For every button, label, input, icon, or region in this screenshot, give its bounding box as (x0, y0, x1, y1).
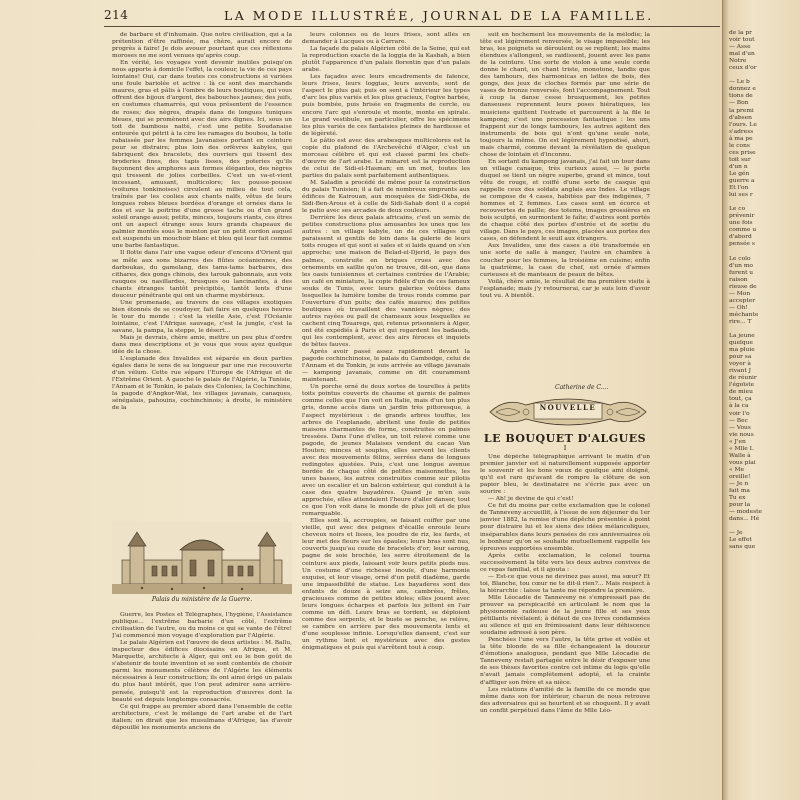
page-number: 214 (104, 8, 129, 22)
fold-line: dans... Hé (729, 516, 760, 523)
fold-line: Tu ex (729, 495, 746, 502)
paragraph: L'esplanade des Invalides est séparée en deux parties égales dans le sens de sa longueur par une rue recouverte d'un vélum. Cette rue sépare l'Europe de l'Afrique et de l'Extrême Orient. A gauche le palais de l'Algérie, la Tunisie, l'Annam et le Tonkin, le palais des Colonies, la Cochinchine, la pagode d'Angkor-Wat, les villages javanais, canaques, sénégalais, pahouins, cochinchinois; à droite, le ministère de la (112, 356, 292, 412)
paragraph: Les façades avec leurs encadrements de faïence, leurs frises, leurs loggias, leurs auvents, sont de l'aspect le plus gai; puis on sent à l'intérieur les types d'arc les plus variés et les plus gracieux, l'ogive barbée, puis bombée, puis brisée en fragments de cercle, ou encore l'arc qui s'enroule et monte, monte en spirale. Le grand vestibule, en particulier, offre les spécimens les plus variés de ces fantaisies pleines de hardiesse et de légèreté. (302, 74, 470, 137)
fold-line: voir l'o (729, 410, 750, 417)
fold-line: une fois (729, 220, 753, 227)
nouvelle-banner-ornament (486, 395, 650, 429)
fold-line: à la ca (729, 403, 749, 410)
fold-line: sans que (729, 544, 756, 551)
paragraph: Après cette exclamation, le colonel tourna successivement la tête vers les deux autres convives de ce repas familial, et il ajouta : (480, 552, 650, 573)
fold-line: — Asse (729, 44, 751, 51)
fold-line: prévenir (729, 213, 755, 220)
fold-line: — Bec (729, 417, 748, 424)
paragraph: Une dépêche télégraphique arrivant le matin d'un premier janvier est si naturellement supposée apporter le souvenir et les bons vœux de quelque ami éloigné, qu'il est rare qu'avant de rompre la clôture de son papier bleu, le destinataire ne s'écrie pas avec un sourire : (480, 454, 650, 496)
fold-line: la premi (729, 107, 754, 114)
paragraph: Le palais Algérien est l'œuvre de deux artistes : M. Ballu, inspecteur des édifices diocésains en Afrique, et M. Marquette, architecte à Alger, qui ont eu le bon goût de s'abstenir de toute invention et se sont contentés de choisir parmi les monuments célèbres de l'Algérie les éléments nécessaires à leur construction; ils ont ainsi érigé un palais du plus haut intérêt, que l'on peut admirer sans arrière-pensée, puisqu'il est la reproduction d'œuvres dont la beauté est depuis longtemps consacrée. (112, 640, 292, 703)
column-3-story (480, 454, 650, 798)
fold-line: pour la (729, 502, 751, 509)
journal-title: LA MODE ILLUSTRÉE, JOURNAL DE LA FAMILLE. (224, 8, 654, 23)
fold-line: comme u (729, 227, 757, 234)
fold-line: Le co (729, 206, 746, 213)
fold-line: voyer à (729, 361, 751, 368)
fold-line (729, 199, 799, 206)
paragraph: Le pâtio est avec des arabesques multicolores est la copie du plafond de l'Archevêché d'Alger, c'est un morceau célèbre et qui est classé parmi les chefs-d'œuvre de l'art arabe. Le minaret est la reproduction de celui de Sidi-el-Hasman; en un mot, toutes les parties du palais sont parfaitement authentiques. (302, 137, 470, 179)
page-header (104, 6, 720, 27)
fold-line (729, 72, 799, 79)
fold-line: ceux d'or (729, 65, 757, 72)
paragraph: Guerre, les Postes et Télégraphes, l'hygiène, l'Assistance publique... l'extrême barbarie d'un côté, l'extrême civilisation de l'autre, ou du moins ce qui se vante de l'être! J'ai commencé mon voyage d'exploration par l'Algérie. (112, 612, 292, 640)
fold-line: Walle à (729, 452, 751, 459)
story-title: LE BOUQUET D'ALGUES (483, 432, 647, 445)
fold-line: — Bon (729, 100, 749, 107)
paragraph: Mais je devrais, chère amie, mettre un peu plus d'ordre dans mes descriptions et je vous que vous ayez quelque idée de la chose. (112, 335, 292, 356)
paragraph: M. Saladin a procédé de même pour la construction du palais Tunisien; il a fait de nombreux emprunts aux édifices de Kairouan, aux mosquées de Sidi-Okba, de Sidi-Ben-Arous et à celle de Sidi-Sahab dont il a copié le patio avec ses arcades de deux couleurs. (302, 179, 470, 215)
fold-line: — Vous (729, 424, 751, 431)
fold-line: — Oh! (729, 304, 748, 311)
fold-line: tions de (729, 93, 753, 100)
fold-line: « Mlle L (729, 445, 754, 452)
fold-line: donnez e (729, 86, 756, 93)
fold-line: oreille! (729, 473, 751, 480)
fold-line: La jeune (729, 333, 755, 340)
illustration-caption: Palais du ministère de la Guerre. (151, 596, 253, 603)
paragraph: Mlle Léocadie de Tanneveny ne s'empressait pas de prouver sa perspicacité en articulant le nom que la physionomie radieuse de la jeune fille et ses yeux pétillants révélaient; à défaut de ces livres condamnées au silence et qui en frémissaient dans leur déhiscence soudaine adressé à son père. (480, 594, 650, 637)
column-2 (302, 32, 470, 798)
fold-line: accepter (729, 297, 756, 304)
fold-line: d'un mo (729, 262, 753, 269)
paragraph: Une promenade, au travers de ces villages exotiques bien étonnés de se coudoyer, fait faire en quelques heures le tour du monde : c'est la vieille Asie, c'est l'Océanie lointaine, c'est l'Afrique sauvage, c'est la jungle, c'est la savane, la pampa, la steppe, le désert... (112, 299, 292, 334)
paragraph: de barbare et d'inhumain. Que notre civilisation, qui a la prétention d'être raffinée, ma chère, aurait encore de progrès à faire! Je dois avouer pourtant que ces réflexions moroses ne me sont venues qu'après coup. (112, 32, 292, 60)
paragraph: suit en hochement les mouvements de la mélodie; la tête est légèrement renversée, le visage impassible; les bras, les poignets se déroulent ou se replient; les mains étendues s'allongent, se raidissent, jouent avec les pans de la ceinture. Une sorte de violon à une seule corde donne le chant, un chant triste, monotone, tandis que des tambours, des harmonicas en lattes de bois, des gongs, des jeux de cloches formés par une série de vases de bronze renversés, font l'accompagnement. Tout à coup la danse cesse brusquement, les petites danseuses reprennent leurs poses hiératiques, les musiciens quittent l'estrade et parcourent à la file le kampong; c'est une procession fantastique : les uns frappent sur de longs tambours, les autres agitent des instruments de bois qui n'ont qu'une seule note, toujours la même. On est légèrement hypnotisé, ahuri, mais charmé, comme devant la révélation de quelque chose de lointain et d'inconnu. (480, 32, 650, 158)
fold-line: voir tout (729, 37, 755, 44)
fold-line: méchante (729, 311, 759, 318)
fold-line: d'absen (729, 114, 752, 121)
fold-line: rivant J (729, 368, 751, 375)
fold-line (729, 248, 799, 255)
fold-line: raison (729, 276, 748, 283)
fold-line: fait ma (729, 488, 750, 495)
next-page-text-fragments (729, 30, 799, 551)
fold-line: Le effet (729, 537, 752, 544)
fold-line: d'abord (729, 234, 752, 241)
fold-line: guerre a (729, 177, 755, 184)
fold-line: ces prise (729, 149, 756, 156)
paragraph: Ce fut du moins par cette exclamation que le colonel de Tanneveny accueillit, à l'issue de son déjeuner du 1er janvier 1882, la remise d'une dépêche présentée à point pour distraire lui et les siens des idées mélancoliques, inséparables dans leurs pensées de ces anniversaires où le bonheur qu'on se souhaite mutuellement rappelle les épreuves supportées ensemble. (480, 503, 650, 552)
fold-line: Notre (729, 58, 747, 65)
palace-illustration (112, 522, 292, 594)
fold-line: Le gén (729, 170, 750, 177)
paragraph: Aux Invalides, une des cases a été transformée en une sorte de salle à manger, l'autre en chambre à coucher pour les femmes, la troisième en cuisine; enfin la quatrième, la case du chef, est ornée d'armes curieuses et de manteaux de peaux de bêtes. (480, 243, 650, 278)
paragraph: Un porche orné de deux sortes de tourelles à petits toits pointus couverts de chaume et garnis de palmes comme celles que l'on voit en Italie, mais d'un ton plus gris, donne accès dans un jardin très pittoresque, à l'aspect mystérieux : de grands arbres touffus, les arbres de l'esplanade, abritent une foule de petites maisons charmantes de forme, construites en palmes tressées. Dans l'une d'elles, un toit relevé comme une pagode, de jeunes Malaises vendent du cacao Van Houten; minces et souples, elles servent les clients avec des mouvements félins, serrées dans de longues redingotes ajustées. Puis, c'est une longue avenue bordée de chaque côté de petites maisonnettes, les unes basses, les autres construites comme sur pilotis avec un escalier et un balcon extérieur, qui conduit à la case des quatre bayadères. Quand je m'en suis approchée, elles attendaient l'heure d'aller danser, tout ce que l'on voit dans le monde de plus joli et de plus remarquable. (302, 384, 470, 518)
paragraph: La façade du palais Algérien côté de la Seine, qui est la reproduction exacte de la loggia de la Kasbah, a bien plutôt l'apparence d'un palais florentin que d'un palais arabe. (302, 46, 470, 74)
fold-line: pensée s (729, 241, 755, 248)
fold-line: tout, ça (729, 396, 752, 403)
paragraph: leurs colonnes ou de leurs frises, sont allés en demander à Lucques ou à Carrare. (302, 32, 470, 46)
nouvelle-label: NOUVELLE (539, 403, 597, 412)
fold-line: quelque (729, 340, 753, 347)
fold-line (729, 523, 799, 530)
paragraph: — Ah! je devine de qui c'est! (488, 496, 574, 503)
fold-line: d'un n (729, 163, 748, 170)
paragraph: Ce qui frappe au premier abord dans l'ensemble de cette architecture, c'est le mélange de l'art arabe et de l'art italien; on dirait que les musulmans d'Afrique, las d'avoir dépouillé les monuments anciens de (112, 703, 292, 731)
fold-line: — Je (729, 530, 743, 537)
fold-line: lui ses r (729, 192, 753, 199)
column-3-top (480, 32, 650, 387)
paragraph: Les relations d'amitié de la famille de ce monde que même dans son for intérieur, chacun de nous retrouve des adversaires qui se heurtent et se choquent. Il y avait un conflit perpétuel dans l'âme de Mlle Léo- (480, 686, 650, 714)
fold-line: à ma pe (729, 135, 753, 142)
fold-line: Le colo (729, 255, 751, 262)
fold-line: mal d'un (729, 51, 755, 58)
paragraph: En sortant du kampong javanais, j'ai fait un tour dans un village canaque, très curieux aussi, — le porte duquel se tient un nègre superbe, grand et mince, tout vêtu de rouge, et coiffé d'une sorte de casque qui rappelle ceux des soldats anglais aux Indes. Le village se compose de 4 cases, habitées par des indigènes, 7 hommes et 2 femmes. Les cases sont en écorce et recouvertes de paille; des totems, images grossières en bois sculpté, en surmontent le faîte; d'autres sont portés de chaque côté des portes d'entrée et de sortie du village. Dans le pays, ces images, placées aux portes des cases, en défendent le seuil aux étrangers. (480, 158, 650, 243)
fold-line: le cons (729, 142, 750, 149)
fold-line: ma pluie (729, 347, 755, 354)
fold-line: — Mon (729, 290, 751, 297)
paragraph: Derrière les deux palais africains, c'est un semis de petites constructions plus amusantes les unes que les autres : un village kabyle, un de ces villages qui paraissent si gentils de loin dans la galerie de leurs toits rouges et qui sont si sales et si laids quand on s'en approche; une maison de Belad-el-Djerid, le pays des palmes, construite en briques crues avec des ornements en saillie qu'on ne trouve, dit-on, que dans les oasis tunisiennes et certaines contrées de l'Arabie; un café en miniature, la copie fidèle d'un de ces fameux souks de Tunis, avec leurs galeries voûtées dans lesquelles la lumière tombe de trous ronds comme par l'ouverture d'un puits; des cafés maures; des petites boutiques où travaillent des vanniers nègres; des autres rayées ou pail de chameaux sous lesquelles se cachent cinq Touaregs, qui, retenus prisonniers à Alger, ont été expédiés à Paris et qui regardent les badauds, qui les contemplent, avec des airs féroces et inquiets de bêtes fauves. (302, 215, 470, 349)
fold-line: Et l'on (729, 185, 749, 192)
author-signature: Catherine de C.... (555, 384, 609, 391)
fold-line: — Le b (729, 79, 750, 86)
fold-line: l'ours. Le (729, 121, 757, 128)
fold-line: de réunir (729, 375, 757, 382)
paragraph: Elles sont là, accroupies, se faisant coiffer par une vieille, qui avec des peignes d'écaille enroule leurs cheveux noirs et lisses, les poudre de riz, les fards, et leur met des fleurs sur les épaules; leurs bras sont nus, couverts jusqu'au coude de bracelets d'or; leur sarong, pagne de soie brochée, les serre étroitement de la ceinture aux pieds, laissant voir leurs petits pieds nus. Un costume d'une richesse inouïe, d'une harmonie exquise, et leur visage, orné d'un petit diadème, garde une impassibilité de statue. Les bayadères sont des enfants de douze à seize ans, cambrées, frêles, gracieuses comme de petites idoles; elles jouent avec leurs longues écharpes et parfois les jettent en l'air comme un défi. Leurs bras se tordent, se déploient comme des serpents, et le buste se penche, se relève, se cambre en arrière par des mouvements lents et d'une souplesse infinie. Lorsqu'elles dansent, c'est sur un rythme lent et mystérieux avec des gestes énigmatiques et puis qui s'arrêtent tout à coup. (302, 518, 470, 652)
paragraph: Il flotte dans l'air une vague odeur d'encens d'Orient qui se mêle aux sons bizarres des flûtes océaniennes, des darboukas, du gamelang, des tams-tams barbares, des cithares, des gongs chinois, des tarouk gabonnais, aux voix rauques ou nasillardes, brusques ou lancinantes, à des chants étranges tantôt précipités, tantôt lents d'une douceur pénétrante qui ont un charme mystérieux. (112, 250, 292, 299)
fold-line: — modeste (729, 509, 763, 516)
fold-line: — Je n (729, 481, 749, 487)
fold-line: toit sur (729, 156, 751, 163)
fold-line: vie nous (729, 431, 754, 438)
fold-line: s'adress (729, 128, 754, 135)
fold-line: furent u (729, 269, 754, 276)
next-page-fold (722, 0, 800, 800)
paragraph: Penchées l'une vers l'autre, la tête grise et voilée et la tête blonde de sa fille échangeaient la douceur d'émotions analogues, pendant que Mlle Léocadie de Tanneveny restait partagée entre le désir d'exposer une de ses thèses favorites contre cet intime du logis qu'elle n'avait jamais complètement adopté, et la crainte d'affliger son frère et sa nièce. (480, 637, 650, 686)
fold-line: de la pr (729, 30, 752, 36)
column-1-continued (112, 612, 292, 798)
fold-line (729, 326, 799, 333)
fold-line: « Me (729, 466, 744, 473)
fold-line: rire... T (729, 318, 752, 325)
paragraph: Voilà, chère amie, le résultat de ma première visite à l'esplanade; mais j'y retournerai, car je suis loin d'avoir tout vu. A bientôt. (480, 278, 650, 299)
fold-line: pour sa (729, 354, 752, 361)
fold-line: rieuse de (729, 283, 757, 290)
fold-line: vous plai (729, 459, 756, 466)
chapter-number: I (563, 444, 567, 452)
paragraph: En vérité, les voyages vont devenir inutiles puisqu'on nous apporte à domicile l'effet, la couleur, la vie de ces pays lointains! Oui, car dans toutes ces constructions si variées une foule bariolée et active : là ce sont des marchands maures, gras et pâlis à l'ombre de leurs boutiques, qui vous offrent des bijoux d'argent, des babouches jaunes; des juifs, en costumes chamarrés, qui vous présentent de l'essence de roses; des nègres, drapés dans de longues tuniques bleues, qui se promènent avec des airs dignes. Ici, sous un toit de bambous natté, c'est une petite Soudanaise entourée qui pétrit à la cire les ramages du boubou, la toile rabaissée par les femmes Javanaises portant en ceinture pour se distraire; plus loin des orfèvres kabyles, qui fabriquent des bracelets, des ouvriers qui tissent des broderies fines, des tapis lisses, des poteries qu'ils façonnent des amphores aux formes élégantes, des nègres qui tressent de jolies corbeilles. C'est un va-et-vient incessant, amusant, multicolore; les pousse-pousse (voitures tonkinoises) circulent au milieu de tout cela, traînés par les coolies aux chants naïfs, vêtus de leurs longues robes bleues bordées d'orange et ornées dans le dos et sur la poitrine d'une grosse tache ou d'un grand soleil orange aussi; petits, minces, toujours riants, ces êtres ont un aspect étrange sous leurs grands chapeaux de palmier montés sous le menton par un petit cordon auquel est suspendu un mouchoir blanc et bleu qui leur fait comme une barbe fantastique. (112, 60, 292, 250)
fold-line: « J'en (729, 438, 746, 445)
fold-line: de mieu (729, 389, 753, 396)
fold-line: l'égoïste (729, 382, 755, 389)
paragraph: — Est-ce que vous ne devinez pas aussi, ma sœur? Et toi, Blanche, tou cœur ne te dit-il rien?... Mais respect à la hiérarchie : laisse ta tante me répondre la première. (480, 573, 650, 594)
column-1 (112, 32, 292, 552)
paragraph: Après avoir passé assez rapidement devant la pagode cochinchinoise, le palais du Cambodge, celui de l'Annam et du Tonkin, je suis arrivée au village javanais — kampong javanais, comme on dit couramment maintenant. (302, 349, 470, 384)
